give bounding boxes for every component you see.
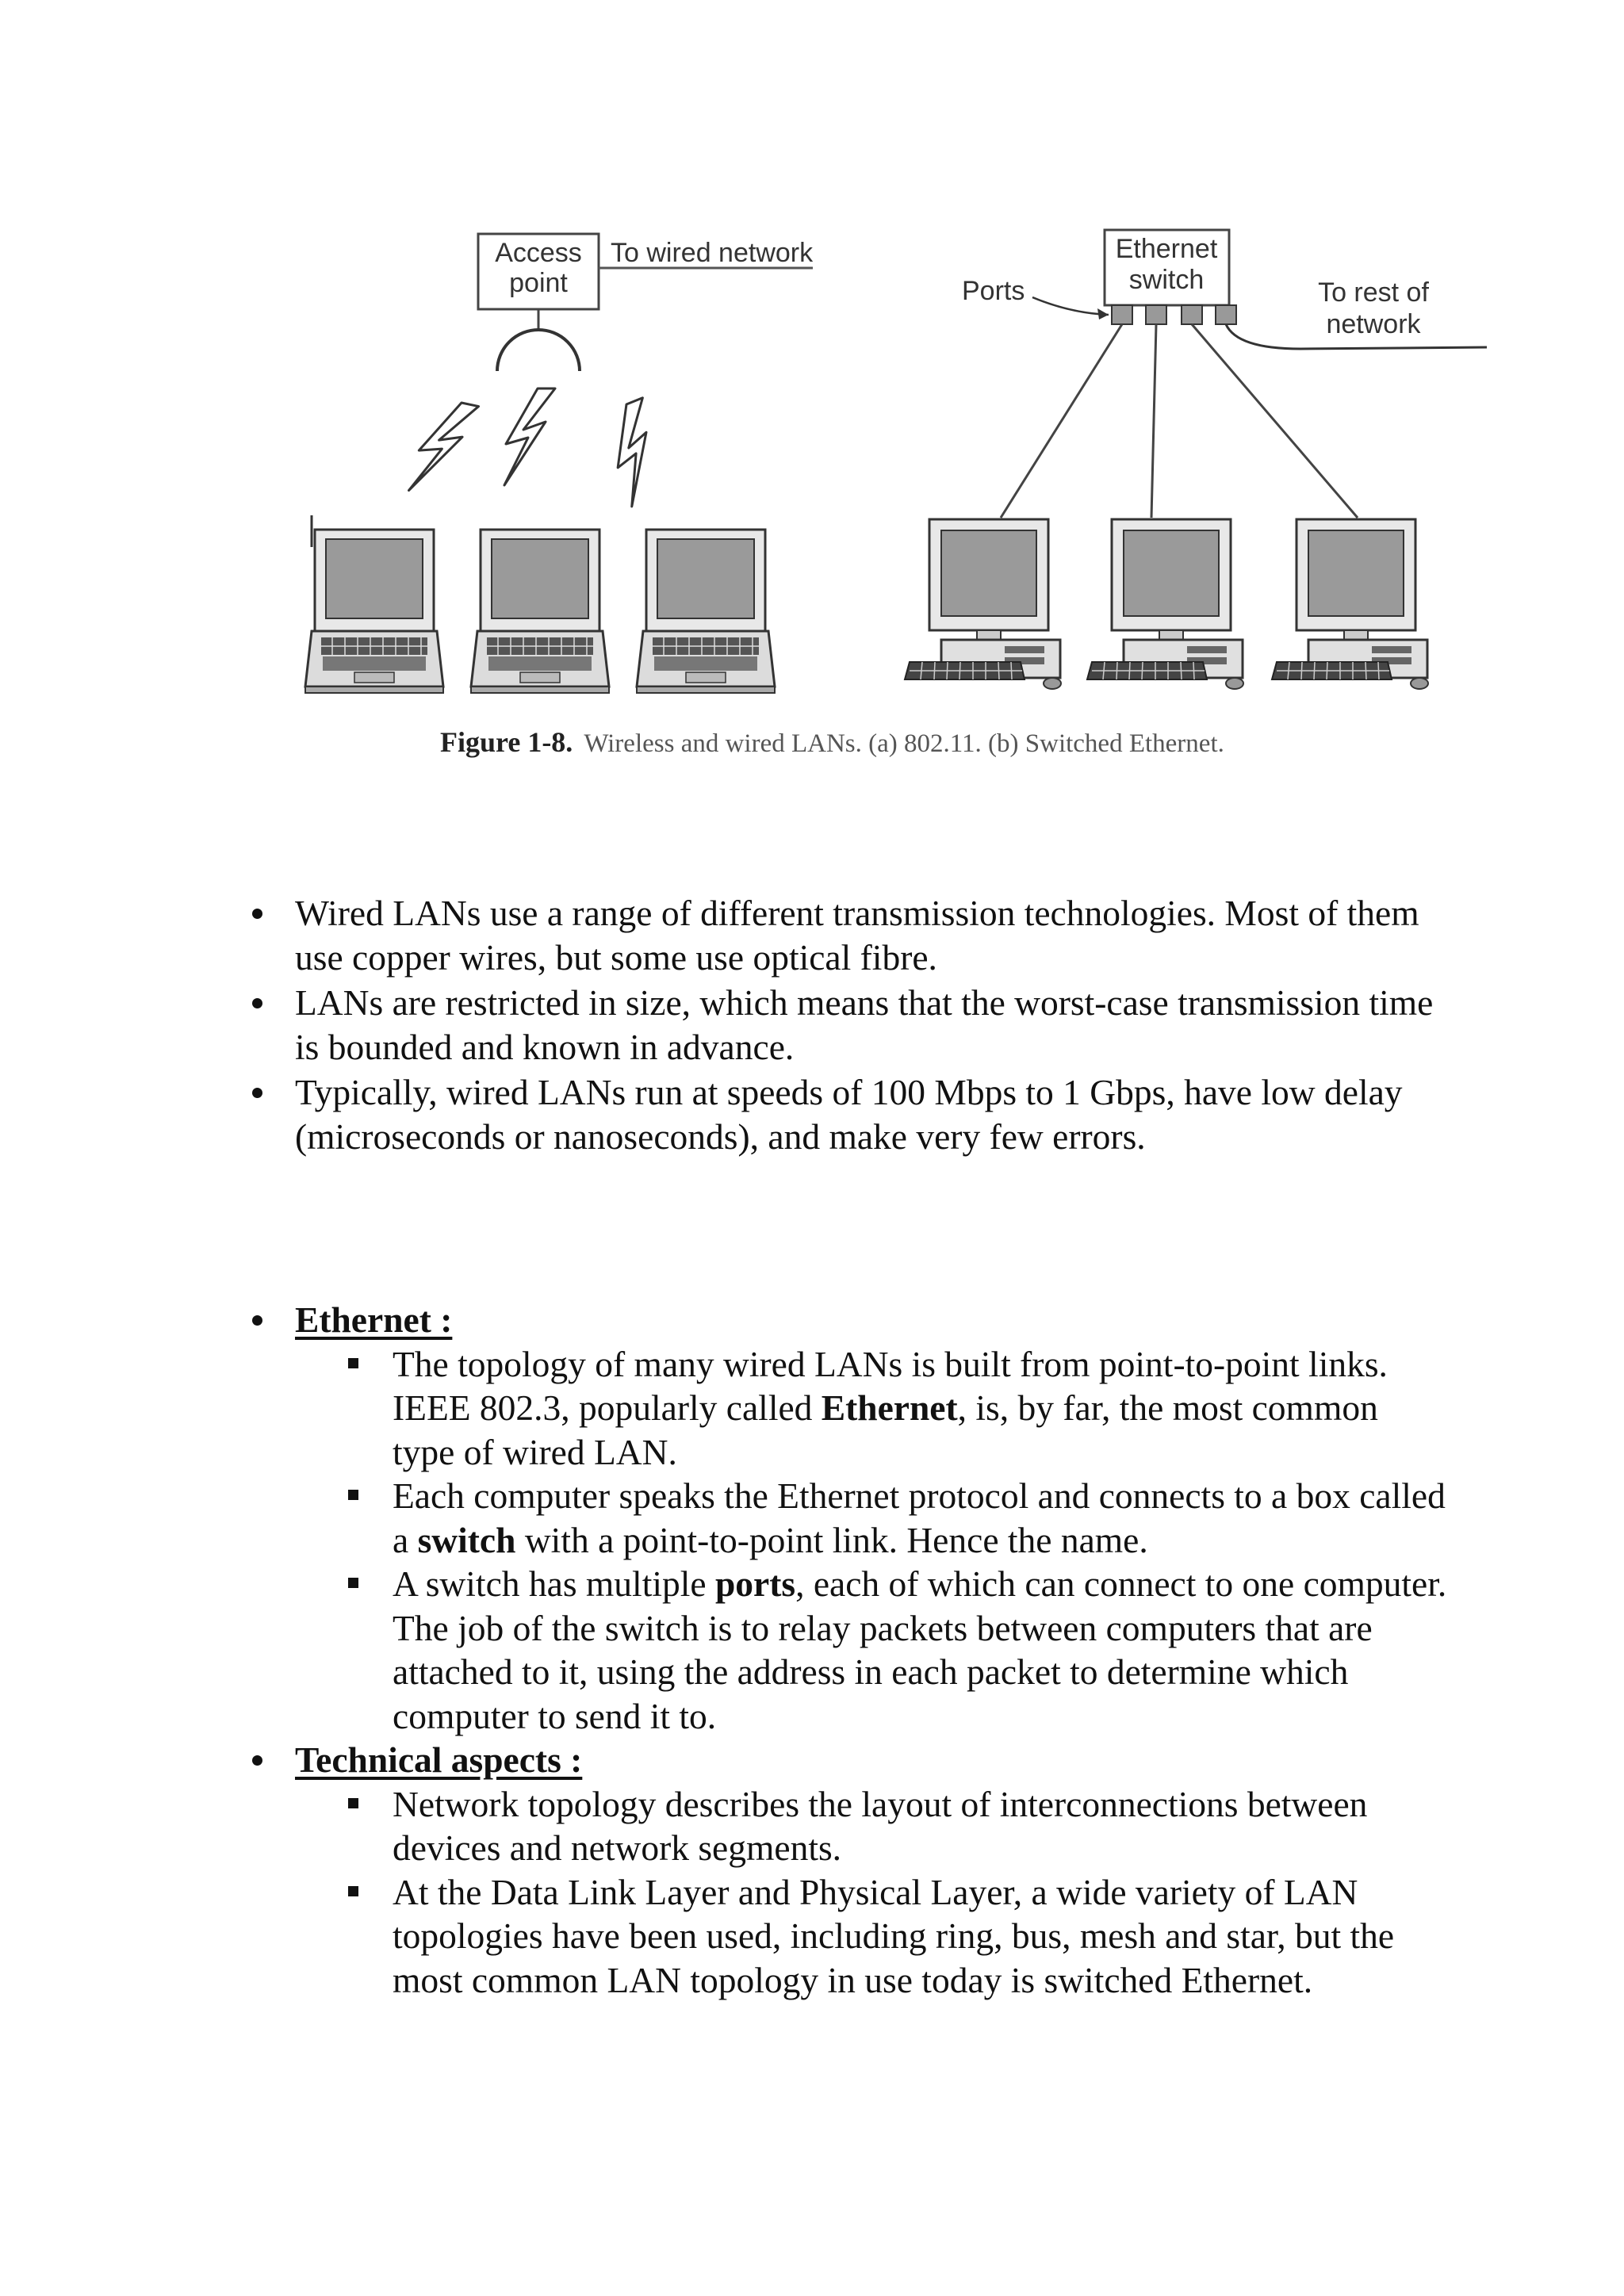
access-point-label-1: Access — [495, 238, 582, 268]
intro-bullet-list — [0, 891, 1624, 1158]
list-item: A switch has multiple ports, each of which can connect to one computer. The job of the switch is to relay packets between computers that are attached to it, using the address in each packet to determine which computer to send it to. — [295, 1562, 1447, 1738]
bullet-icon — [252, 909, 262, 919]
list-item: Each computer speaks the Ethernet protocol and connects to a box called a switch with a point-to-point link. Hence the name. — [295, 1474, 1447, 1562]
bullet-icon — [252, 1088, 262, 1098]
ethernet-switch-label-1: Ethernet — [1115, 234, 1218, 264]
bullet-icon — [252, 998, 262, 1008]
square-bullet-icon — [348, 1886, 358, 1896]
square-bullet-icon — [348, 1358, 358, 1368]
bullet-icon — [252, 1755, 262, 1766]
laptop-icon — [471, 530, 609, 693]
list-item: At the Data Link Layer and Physical Layer, a wide variety of LAN topologies have been used, including ring, bus, mesh and star, but the most common LAN topology in use today is switched Ethernet. — [295, 1870, 1447, 2003]
to-rest-label-2: network — [1326, 309, 1421, 339]
access-point-label-2: point — [509, 268, 568, 298]
to-wired-network-label: To wired network — [611, 238, 814, 268]
list-item: Wired LANs use a range of different transmission technologies. Most of them use copper wires, but some use optical fibre. — [0, 891, 1453, 979]
wireless-signal-icon — [409, 396, 479, 501]
ethernet-sub-list — [0, 1342, 1453, 1739]
bullet-icon — [252, 1315, 262, 1326]
square-bullet-icon — [348, 1490, 358, 1500]
list-item: LANs are restricted in size, which means that the worst-case transmission time is bounded and known in advance. — [0, 981, 1453, 1069]
ethernet-switch-label-2: switch — [1128, 265, 1205, 295]
square-bullet-icon — [348, 1798, 358, 1808]
antenna-arc — [497, 330, 580, 371]
figure-caption-text: Wireless and wired LANs. (a) 802.11. (b) Switched Ethernet. — [584, 729, 1224, 758]
section-bullet-list — [0, 1298, 1624, 2002]
list-item: Network topology describes the layout of interconnections between devices and network segments. — [295, 1782, 1447, 1870]
laptop-icon — [305, 530, 443, 693]
port-icon — [1112, 305, 1132, 324]
desktop-computer-icon — [1087, 519, 1243, 689]
ethernet-heading: Ethernet : — [295, 1299, 453, 1340]
lan-figure — [0, 0, 1624, 793]
desktop-computer-icon — [1272, 519, 1428, 689]
figure-caption — [440, 725, 1471, 759]
wireless-signal-icon — [504, 388, 555, 485]
ports-label: Ports — [962, 276, 1025, 306]
wireless-signal-icon — [596, 398, 679, 507]
technical-aspects-heading: Technical aspects : — [295, 1739, 583, 1780]
port-icon — [1146, 305, 1166, 324]
list-item: Typically, wired LANs run at speeds of 100 Mbps to 1 Gbps, have low delay (microseconds or nanoseconds), and make very few errors. — [0, 1070, 1453, 1158]
figure-number: Figure 1-8. — [440, 726, 573, 758]
desktop-computer-icon — [905, 519, 1061, 689]
laptop-icon — [637, 530, 775, 693]
port-icon — [1216, 305, 1236, 324]
to-rest-label-1: To rest of — [1318, 277, 1429, 308]
list-item — [0, 1738, 1453, 2002]
list-item: The topology of many wired LANs is built from point-to-point links. IEEE 802.3, popularly called Ethernet, is, by far, the most common type of wired LAN. — [295, 1342, 1447, 1475]
list-item — [0, 1298, 1453, 1738]
port-icon — [1182, 305, 1202, 324]
technical-sub-list — [0, 1782, 1453, 2003]
square-bullet-icon — [348, 1578, 358, 1588]
